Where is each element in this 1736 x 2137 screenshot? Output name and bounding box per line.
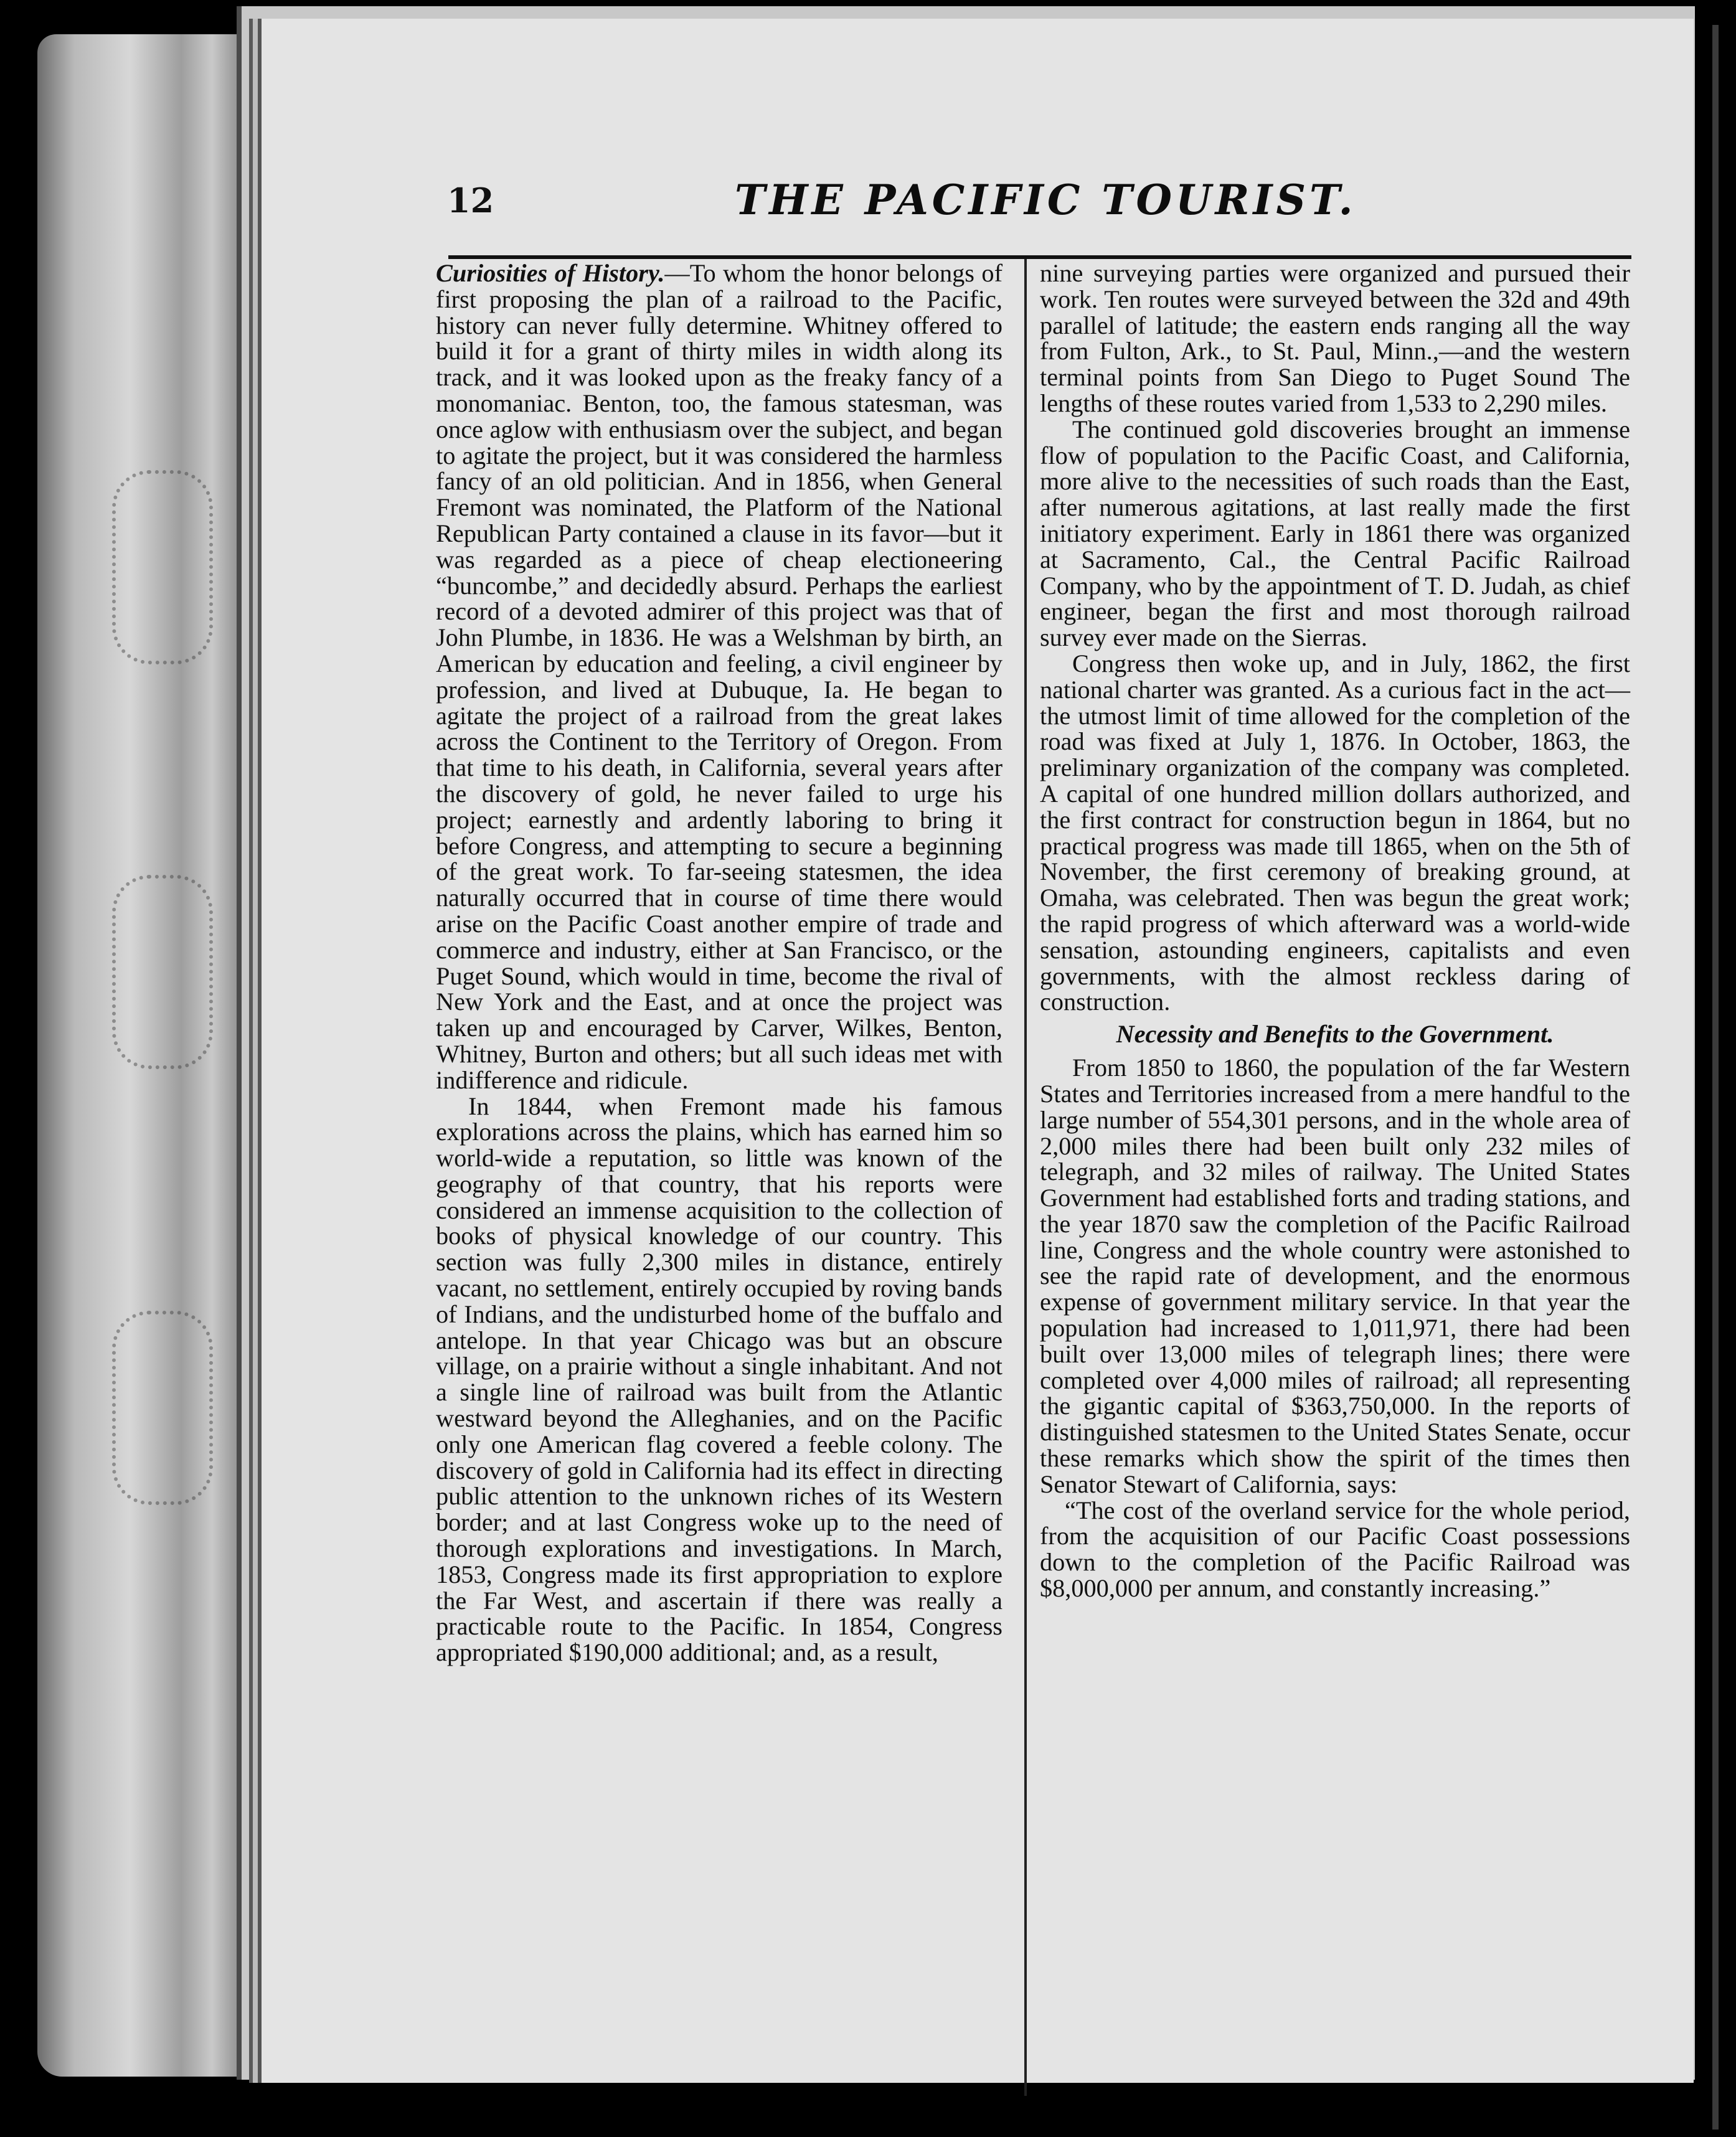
section-title: Curiosities of History.: [436, 259, 665, 287]
paragraph-text: —To whom the honor belongs of first proposing the plan of a railroad to the Pacific, history can never fully determine. Whitney offered to build it for a grant of thirty miles in width along its track, and it was looked upon as the freaky fancy of a monomaniac. Benton, too, the famous statesman, was once aglow with enthusiasm over the subject, and began to agitate the project, but it was considered the harmless fancy of an old politician. And in 1856, when General Fremont was nominated, the Platform of the National Republican Party contained a clause in its favor—but it was regarded as a piece of cheap electioneering “buncombe,” and decidedly absurd. Perhaps the earliest record of a devoted admirer of this project was that of John Plumbe, in 1836. He was a Welshman by birth, an American by education and feeling, a civil engineer by profession, and lived at Dubuque, Ia. He began to agitate the project of a railroad from the great lakes across the Continent to the Territory of Oregon. From that time to his death, in California, several years after the discovery of gold, he never failed to urge his project; earnestly and ardently laboring to bring it before Congress, and attempting to secure a beginning of the great work. To far-seeing statesmen, the idea naturally occurred that in course of time there would arise on the Pacific Coast another empire of trade and commerce and industry, either at San Francisco, or the Puget Sound, which would in time, become the rival of New York and the East, and at once the project was taken up and encouraged by Carver, Wilkes, Benton, Whitney, Burton and others; but all such ideas met with indifference and ridicule.: [436, 259, 1002, 1094]
paragraph: The continued gold discoveries brought an immense flow of population to the Pacific Coast, and California, more alive to the necessities of such roads than the East, after numerous agitations, at last really made the first initiatory experiment. Early in 1861 there was organized at Sacramento, Cal., the Central Pacific Railroad Company, who by the appointment of T. D. Judah, as chief engineer, began the first and most thorough railroad survey ever made on the Sierras.: [1040, 415, 1630, 652]
column-divider: [1024, 259, 1027, 2096]
book-cover-edge: [37, 34, 243, 2077]
paragraph: From 1850 to 1860, the population of the far Western States and Territories increased from a mere handful to the large number of 554,301 persons, and in the whole area of 2,000 miles there had been built only 232 miles of telegraph, and 32 miles of railway. The United States Government had established forts and trading stations, and the year 1870 saw the completion of the Pacific Railroad line, Congress and the whole country were astonished to see the rapid rate of development, and the enormous expense of government military service. In that year the population had increased to 1,011,971, there had been built over 13,000 miles of telegraph lines; there were completed over 4,000 miles of railroad; all representing the gigantic capital of $363,750,000. In the reports of distinguished statesmen to the United States Senate, occur these remarks which show the spirit of the times then Senator Stewart of California, says:: [1040, 1054, 1630, 1498]
paragraph: nine surveying parties were organized and pursued their work. Ten routes were surveyed between the 32d and 49th parallel of latitude; the eastern ends ranging all the way from Fulton, Ark., to St. Paul, Minn.,—and the western terminal points from San Diego to Puget Sound The lengths of these routes varied from 1,533 to 2,290 miles.: [1040, 259, 1630, 417]
cover-ornament: [112, 1311, 213, 1505]
cover-ornament: [112, 470, 213, 664]
left-column: [436, 260, 1002, 1666]
right-column: [1040, 260, 1630, 1602]
paragraph: In 1844, when Fremont made his famous explorations across the plains, which has earned him so world-wide a reputation, so little was known of the geography of that country, that his reports were considered an immense acquisition to the collection of books of physical knowledge of our country. This section was fully 2,300 miles in distance, entirely vacant, no settlement, entirely occupied by roving bands of Indians, and the undisturbed home of the buffalo and antelope. In that year Chicago was but an obscure village, on a prairie without a single inhabitant. And not a single line of railroad was built from the Atlantic westward beyond the Alleghanies, and on the Pacific only one American flag covered a feeble colony. The discovery of gold in California had its effect in directing public attention to the unknown riches of its Western border; and at last Congress woke up to the need of thorough explorations and investigations. In March, 1853, Congress made its first appropriation to explore the Far West, and ascertain if there was really a practicable route to the Pacific. In 1854, Congress appropriated $190,000 additional; and, as a result,: [436, 1092, 1002, 1667]
running-title: THE PACIFIC TOURIST.: [735, 176, 1357, 224]
scan-margin-right: [1695, 0, 1736, 2137]
page-number: 12: [447, 181, 494, 220]
cover-ornament: [112, 875, 213, 1069]
paragraph: [436, 260, 1002, 1093]
paragraph: Congress then woke up, and in July, 1862, the first national charter was granted. As a curious fact in the act—the utmost limit of time allowed for the completion of the road was fixed at July 1, 1876. In October, 1863, the preliminary organization of the company was completed. A capital of one hundred million dollars authorized, and the first contract for construction begun in 1864, but no practical progress was made till 1865, when on the 5th of November, the first ceremony of breaking ground, at Omaha, was celebrated. Then was begun the great work; the rapid progress of which afterward was a world-wide sensation, astounding engineers, capitalists and even governments, with the almost reckless daring of construction.: [1040, 649, 1630, 1016]
section-heading: Necessity and Benefits to the Government.: [1116, 1020, 1554, 1049]
quotation: “The cost of the overland service for the whole period, from the acquisition of our Pacific Coast possessions down to the completion of the Pacific Railroad was $8,000,000 per annum, and constantly increasing.”: [1040, 1496, 1630, 1603]
